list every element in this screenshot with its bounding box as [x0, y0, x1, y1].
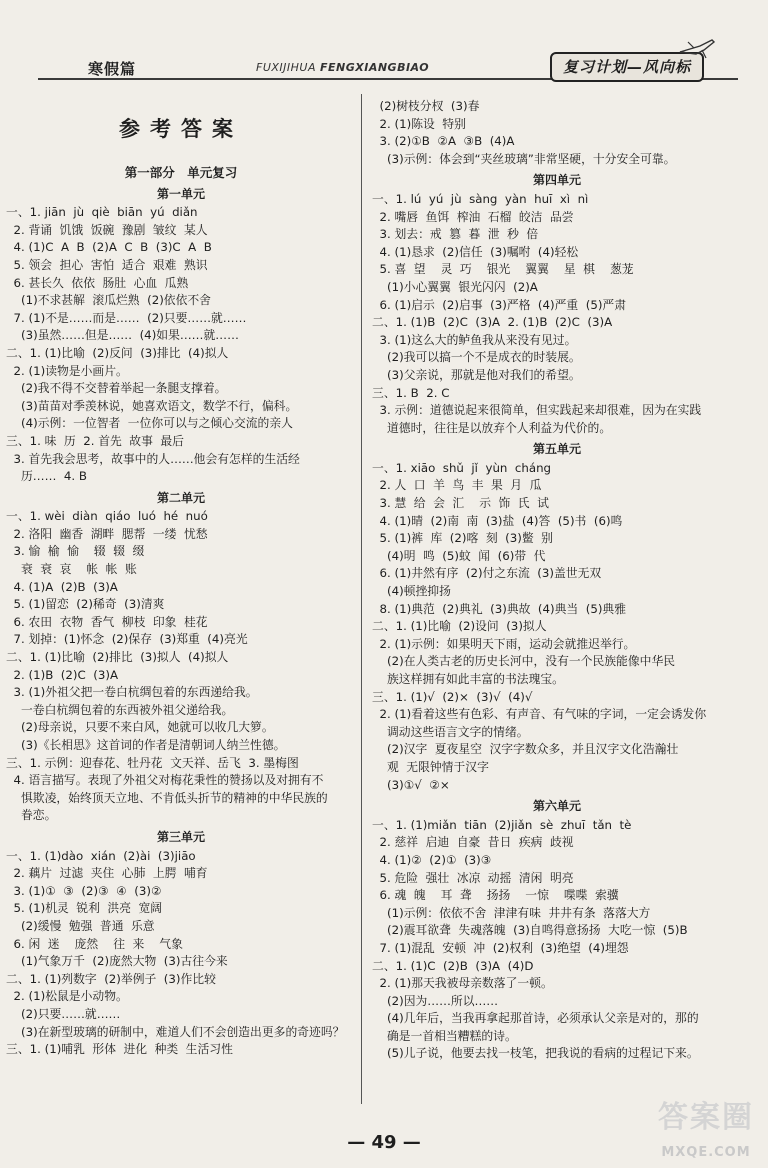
- answer-line: 一、1. (1)dào xián (2)ài (3)jiāo: [6, 848, 196, 863]
- answer-line: (2)我可以搞一个不是成衣的时装展。: [372, 350, 581, 365]
- answer-line: 6. 农田 衣物 香气 柳枝 印象 桂花: [6, 614, 208, 629]
- answer-line: 2. 嘴唇 鱼饵 榨油 石榴 皎洁 品尝: [372, 209, 574, 224]
- unit-title: 第五单元: [532, 442, 581, 457]
- answer-line: 2. 藕片 过滤 夹住 心肺 上腭 哺育: [6, 866, 208, 881]
- answer-line: 二、1. (1)B (2)C (3)A 2. (1)B (2)C (3)A: [372, 315, 613, 330]
- answer-line: (3)示例：体会到“夹丝玻璃”非常坚硬，十分安全可靠。: [372, 151, 676, 166]
- answer-line: 3. 愉 榆 愉 辍 辍 缀: [6, 544, 145, 559]
- answer-line: 6. (1)井然有序 (2)付之东流 (3)盖世无双: [372, 566, 602, 581]
- page-number: — 49 —: [347, 1132, 421, 1153]
- airplane-icon: [678, 38, 718, 60]
- answer-line: 三、1. (1)√ (2)× (3)√ (4)√: [372, 689, 533, 704]
- answer-line: 3. (2)①B ②A ③B (4)A: [372, 134, 515, 149]
- watermark-logo-text: 答案圈: [658, 1100, 754, 1135]
- answer-line: 观 无限钟情于汉字: [372, 759, 489, 774]
- answer-line: 7. (1)混乱 安顿 冲 (2)权利 (3)绝望 (4)埋怨: [372, 940, 629, 955]
- answer-line: 三、1. B 2. C: [372, 385, 450, 400]
- answer-line: 2. (1)松鼠是小动物。: [6, 989, 128, 1004]
- answer-line: 一卷白杭绸包着的东西被外祖父递给我。: [6, 702, 234, 717]
- answer-line: 5. 喜 望 灵 巧 银光 翼翼 星 棋 葱茏: [372, 262, 634, 277]
- unit1-answers: [6, 204, 356, 486]
- unit-title: 第一单元: [156, 186, 205, 201]
- answer-line: 5. 领会 担心 害怕 适合 艰难 熟识: [6, 257, 208, 272]
- answer-line: 5. (1)裤 库 (2)喀 刻 (3)鳖 别: [372, 531, 553, 546]
- answer-line: (2)震耳欲聋 失魂落魄 (3)自鸣得意扬扬 大吃一惊 (5)B: [372, 923, 688, 938]
- answer-line: 2. 人 口 羊 鸟 丰 果 月 瓜: [372, 478, 542, 493]
- answer-line: 确是一首相当糟糕的诗。: [372, 1028, 517, 1043]
- left-column: [6, 98, 356, 1059]
- answer-line: 2. (1)示例：如果明天下雨，运动会就推迟举行。: [372, 636, 636, 651]
- answer-line: (2)母亲说，只要不来白风，她就可以收几大箩。: [6, 720, 274, 735]
- answer-line: 衰 衰 哀 帐 帐 账: [6, 562, 137, 577]
- unit-title: 第二单元: [156, 490, 205, 505]
- answer-line: 三、1. (1)哺乳 形体 进化 种类 生活习性: [6, 1042, 233, 1057]
- answer-line: 一、1. (1)miǎn tiān (2)jiǎn sè zhuī tǎn tè: [372, 817, 632, 832]
- answer-line: 5. (1)机灵 锐利 洪亮 宽阔: [6, 901, 163, 916]
- answer-line: (1)小心翼翼 银光闪闪 (2)A: [372, 279, 538, 294]
- answer-line: 3. 慧 给 会 汇 示 饰 氏 试: [372, 496, 549, 511]
- answer-line: 6. 闲 迷 庞然 往 来 气象: [6, 936, 183, 951]
- answer-line: 惧欺凌，始终顶天立地、不肯低头折节的精神的中华民族的: [6, 790, 328, 805]
- answer-line: (2)只要……就……: [6, 1006, 121, 1021]
- answer-line: (1)气象万千 (2)庞然大物 (3)古往今来: [6, 954, 228, 969]
- unit-title: 第三单元: [156, 829, 205, 844]
- answer-line: 7. (1)不是……而是…… (2)只要……就……: [6, 310, 247, 325]
- answer-line: (4)几年后，当我再拿起那首诗，必须承认父亲是对的，那的: [372, 1011, 699, 1026]
- answer-line: 2. (1)看着这些有色彩、有声音、有气味的字词，一定会诱发你: [372, 707, 707, 722]
- answer-line: 2. 慈祥 启迪 自豪 昔日 疾病 歧视: [372, 835, 574, 850]
- answer-line: 6. 甚长久 依依 肠肚 心血 瓜熟: [6, 275, 189, 290]
- brand-logo: 复习计划—风向标: [550, 52, 704, 82]
- answer-line: 一、1. lú yú jù sàng yàn huī xì nì: [372, 191, 589, 206]
- answer-line: (3)①√ ②×: [372, 777, 450, 792]
- answer-line: 三、1. 味 历 2. 首先 故事 最后: [6, 433, 184, 448]
- answer-line: 二、1. (1)比喻 (2)排比 (3)拟人 (4)拟人: [6, 650, 229, 665]
- answer-line: (3)《长相思》这首词的作者是清朝词人纳兰性德。: [6, 738, 286, 752]
- header-pinyin-a: FUXIJIHUA: [256, 61, 320, 74]
- answer-line: 历…… 4. B: [6, 469, 87, 484]
- answer-line: (1)示例：依依不舍 津津有味 井井有条 落落大方: [372, 905, 651, 920]
- answer-line: 3. 划去：戒 篡 暮 泄 秒 倍: [372, 227, 539, 242]
- page-header: [38, 56, 738, 84]
- answer-line: 2. 背诵 饥饿 饭碗 豫剧 皱纹 某人: [6, 222, 208, 237]
- answer-line: 2. (1)陈设 特别: [372, 116, 466, 131]
- unit2-answers: [6, 508, 356, 825]
- unit3-answers-continued: [372, 98, 742, 168]
- header-section-label: 寒假篇: [88, 60, 137, 78]
- answer-line: 一、1. jiān jù qiè biān yú diǎn: [6, 205, 198, 220]
- part-title: 第一部分 单元复习: [124, 165, 238, 180]
- answer-line: 3. (1)① ③ (2)③ ④ (3)②: [6, 883, 162, 898]
- answer-line: (4)顿挫抑扬: [372, 584, 451, 599]
- unit-title: 第六单元: [532, 799, 581, 814]
- answer-line: 2. 洛阳 幽香 湖畔 腮帮 一缕 忧愁: [6, 526, 208, 541]
- answer-line: 二、1. (1)比喻 (2)设问 (3)拟人: [372, 619, 547, 634]
- unit3-answers: [6, 848, 356, 1059]
- right-column: [372, 98, 742, 1063]
- answer-line: 眷恋。: [6, 808, 57, 823]
- answer-line: 4. 语言描写。表现了外祖父对梅花秉性的赞扬以及对拥有不: [6, 773, 324, 788]
- answer-line: 3. 示例：道德说起来很简单，但实践起来却很难，因为在实践: [372, 403, 702, 418]
- answer-line: 8. (1)典范 (2)典礼 (3)典故 (4)典当 (5)典雅: [372, 601, 627, 616]
- answer-line: 5. 危险 强壮 冰凉 动摇 清闲 明亮: [372, 870, 574, 885]
- answer-line: 2. (1)B (2)C (3)A: [6, 667, 119, 682]
- answer-line: (2)树枝分杈 (3)春: [372, 99, 480, 113]
- answer-line: (2)我不得不交替着举起一条腿支撑着。: [6, 381, 227, 396]
- watermark-url: MXQE.COM: [661, 1145, 751, 1160]
- header-pinyin-b: FENGXIANGBIAO: [320, 61, 430, 74]
- answer-line: 3. (1)外祖父把一卷白杭绸包着的东西递给我。: [6, 685, 258, 700]
- answer-line: 族这样拥有如此丰富的书法瑰宝。: [372, 672, 564, 686]
- answer-line: 2. (1)那天我被母亲数落了一顿。: [372, 976, 553, 991]
- watermark: [652, 1092, 760, 1162]
- answer-line: 7. 划掉：(1)怀念 (2)保存 (3)郑重 (4)亮光: [6, 632, 248, 647]
- answer-line: 4. (1)恳求 (2)信任 (3)嘱咐 (4)轻松: [372, 244, 579, 259]
- answer-line: 4. (1)C A B (2)A C B (3)C A B: [6, 240, 212, 255]
- answer-line: (2)缓慢 勉强 普通 乐意: [6, 918, 155, 933]
- answer-line: (3)父亲说，那就是他对我们的希望。: [372, 367, 581, 382]
- answer-line: (4)明 鸣 (5)蚊 闻 (6)带 代: [372, 548, 546, 563]
- answer-line: 道德时，往往是以放弃个人利益为代价的。: [372, 420, 612, 435]
- answer-line: 三、1. 示例：迎春花、牡丹花 文天祥、岳飞 3. 墨梅图: [6, 755, 299, 770]
- unit5-answers: [372, 460, 742, 794]
- answer-line: (2)在人类古老的历史长河中，没有一个民族能像中华民: [372, 654, 676, 669]
- answer-line: 6. 魂 魄 耳 聋 扬扬 一惊 喋喋 索骥: [372, 888, 619, 903]
- answer-line: 5. (1)留恋 (2)稀奇 (3)清爽: [6, 597, 165, 612]
- answer-line: 一、1. xiāo shǔ jǐ yùn cháng: [372, 460, 552, 475]
- answer-line: 4. (1)A (2)B (3)A: [6, 579, 118, 594]
- answer-line: 二、1. (1)列数字 (2)举例子 (3)作比较: [6, 971, 216, 986]
- answer-line: (4)示例：一位智者 一位你可以与之倾心交流的亲人: [6, 416, 293, 431]
- answer-line: (1)不求甚解 滚瓜烂熟 (2)依依不舍: [6, 293, 211, 308]
- answer-line: 调动这些语言文字的情绪。: [372, 724, 529, 739]
- answer-line: 一、1. wèi diàn qiáo luó hé nuó: [6, 509, 208, 524]
- answer-line: 4. (1)晴 (2)南 南 (3)盐 (4)答 (5)书 (6)鸣: [372, 513, 623, 528]
- answer-line: 二、1. (1)比喻 (2)反问 (3)排比 (4)拟人: [6, 345, 229, 360]
- answer-line: (3)虽然……但是…… (4)如果……就……: [6, 328, 239, 343]
- answer-line: (5)儿子说，他要去找一枝笔，把我说的看病的过程记下来。: [372, 1046, 699, 1061]
- answer-line: (3)苗苗对季羡林说，她喜欢语文，数学不行，偏科。: [6, 398, 298, 413]
- answer-line: 6. (1)启示 (2)启事 (3)严格 (4)严重 (5)严肃: [372, 297, 627, 312]
- page-title: 参考答案: [119, 117, 243, 141]
- answer-line: (3)在新型玻璃的研制中，难道人们不会创造出更多的奇迹吗？: [6, 1024, 345, 1039]
- answer-line: (2)汉字 夏夜星空 汉字字数众多，并且汉字文化浩瀚壮: [372, 742, 679, 757]
- answer-line: 3. 首先我会思考，故事中的人……他会有怎样的生活经: [6, 451, 300, 466]
- unit-title: 第四单元: [532, 173, 581, 188]
- answer-line: 3. (1)这么大的鲈鱼我从来没有见过。: [372, 332, 577, 347]
- header-pinyin: [256, 61, 429, 74]
- column-divider: [361, 94, 362, 1104]
- answer-line: 二、1. (1)C (2)B (3)A (4)D: [372, 958, 534, 973]
- answer-line: (2)因为……所以……: [372, 993, 499, 1008]
- unit6-answers: [372, 817, 742, 1063]
- answer-line: 2. (1)读物是小画片。: [6, 363, 128, 378]
- answer-line: 4. (1)② (2)① (3)③: [372, 852, 492, 867]
- unit4-answers: [372, 191, 742, 437]
